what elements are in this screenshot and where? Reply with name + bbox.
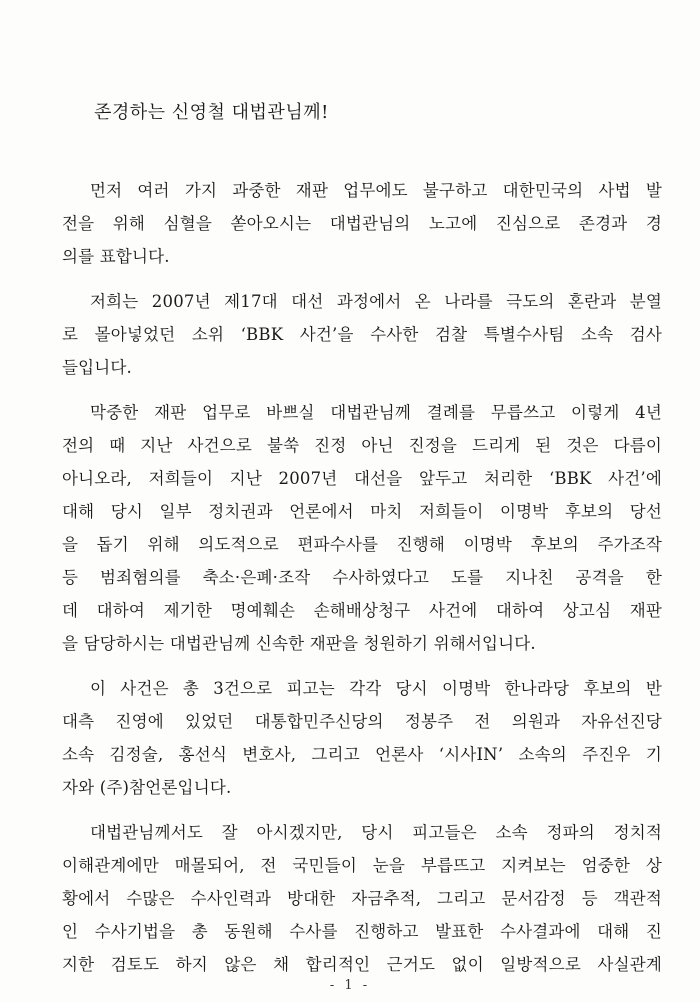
text-line: 지한 검토도 하지 않은 채 합리적인 근거도 없이 일방적으로 사실관계 <box>62 955 662 974</box>
paragraph-1 <box>62 174 662 273</box>
paragraph-2 <box>62 285 662 384</box>
paragraph-4 <box>62 672 662 804</box>
text-line: 대측 진영에 있었던 대통합민주신당의 정봉주 전 의원과 자유선진당 <box>62 712 662 731</box>
text-line: 막중한 재판 업무로 바쁘실 대법관님께 결례를 무릅쓰고 이렇게 4년 <box>90 403 662 422</box>
letter-body <box>62 174 662 993</box>
text-line: 대법관님께서도 잘 아시겠지만, 당시 피고들은 소속 정파의 정치적 <box>90 823 662 842</box>
text-line: 저희는 2007년 제17대 대선 과정에서 온 나라를 극도의 혼란과 분열 <box>90 292 662 311</box>
text-line: 황에서 수많은 수사인력과 방대한 자금추적, 그리고 문서감정 등 객관적 <box>62 889 662 908</box>
text-line: 들입니다. <box>62 358 133 377</box>
paragraph-3 <box>62 396 662 660</box>
text-line: 을 돕기 위해 의도적으로 편파수사를 진행해 이명박 후보의 주가조작 <box>62 535 662 554</box>
text-line: 먼저 여러 가지 과중한 재판 업무에도 불구하고 대한민국의 사법 발 <box>90 181 662 200</box>
text-line: 대해 당시 일부 정치권과 언론에서 마치 저희들이 이명박 후보의 당선 <box>62 502 662 521</box>
salutation: 존경하는 신영철 대법관님께! <box>94 102 329 123</box>
text-line: 등 범죄혐의를 축소·은폐·조작 수사하였다고 도를 지나친 공격을 한 <box>62 568 662 587</box>
text-line: 자와 (주)참언론입니다. <box>62 778 232 797</box>
text-line: 을 담당하시는 대법관님께 신속한 재판을 청원하기 위해서입니다. <box>62 634 536 653</box>
text-line: 이 사건은 총 3건으로 피고는 각각 당시 이명박 한나라당 후보의 반 <box>90 679 662 698</box>
text-line: 전을 위해 심혈을 쏟아오시는 대법관님의 노고에 진심으로 존경과 경 <box>62 214 662 233</box>
paragraph-5 <box>62 816 662 981</box>
text-line: 이해관계에만 매몰되어, 전 국민들이 눈을 부릅뜨고 지켜보는 엄중한 상 <box>62 856 662 875</box>
text-line: 데 대하여 제기한 명예훼손 손해배상청구 사건에 대하여 상고심 재판 <box>62 601 662 620</box>
text-line: 아니오라, 저희들이 지난 2007년 대선을 앞두고 처리한 ‘BBK 사건’에 <box>62 469 662 488</box>
text-line: 전의 때 지난 사건으로 불쑥 진정 아닌 진정을 드리게 된 것은 다름이 <box>62 436 662 455</box>
text-line: 인 수사기법을 총 동원해 수사를 진행하고 발표한 수사결과에 대해 진 <box>62 922 662 941</box>
text-line: 소속 김정술, 홍선식 변호사, 그리고 언론사 ‘시사IN’ 소속의 주진우 기 <box>62 745 662 764</box>
text-line: 의를 표합니다. <box>62 247 170 266</box>
text-line: 로 몰아넣었던 소위 ‘BBK 사건’을 수사한 검찰 특별수사팀 소속 검사 <box>62 325 662 344</box>
page-number: - 1 - <box>329 978 371 993</box>
